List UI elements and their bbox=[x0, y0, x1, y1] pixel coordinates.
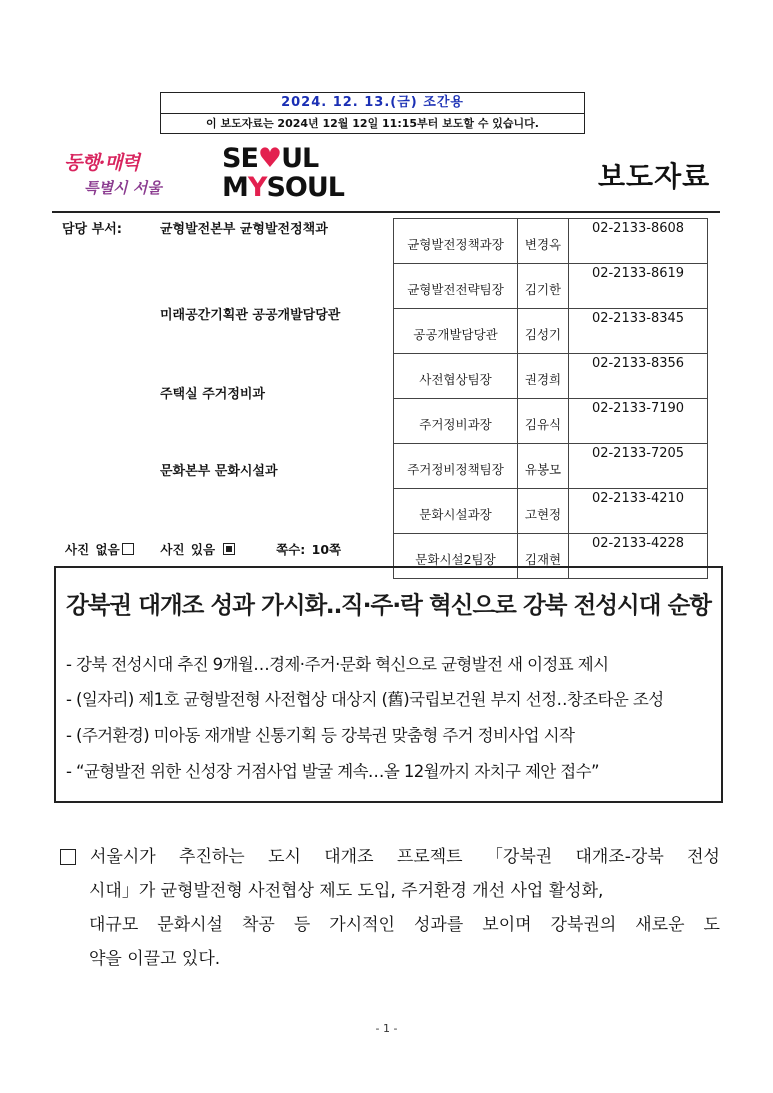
document-type-title: 보도자료 bbox=[598, 160, 711, 193]
logo-ul: UL bbox=[281, 143, 319, 174]
contact-row bbox=[394, 399, 708, 444]
summary-bullet: - 강북 전성시대 추진 9개월…경제·주거·문화 혁신으로 균형발전 새 이정표 제시 bbox=[66, 655, 609, 674]
contact-row bbox=[394, 219, 708, 264]
has-photo-checkbox-icon bbox=[223, 543, 235, 555]
contacts-table bbox=[393, 218, 708, 579]
logo-y: Y bbox=[247, 172, 267, 203]
contact-phone: 02-2133-8356 bbox=[569, 354, 708, 399]
body-word: 문화시설 bbox=[157, 915, 223, 935]
contact-title: 균형발전정책과장 bbox=[394, 219, 518, 264]
logo-soul: SOUL bbox=[266, 172, 344, 203]
body-word: 추진하는 bbox=[179, 847, 245, 867]
body-word: 등 bbox=[293, 915, 311, 935]
contact-row bbox=[394, 309, 708, 354]
contact-title: 주거정비과장 bbox=[394, 399, 518, 444]
body-line: 약을 이끌고 있다. bbox=[89, 949, 221, 969]
page-number: - 1 - bbox=[375, 1022, 398, 1035]
contact-phone: 02-2133-8619 bbox=[569, 264, 708, 309]
body-word: 가시적인 bbox=[329, 915, 395, 935]
body-word: 대개조-강북 bbox=[575, 847, 664, 867]
body-line bbox=[60, 908, 720, 942]
body-word: 서울시가 bbox=[90, 847, 156, 867]
contact-phone: 02-2133-7205 bbox=[569, 444, 708, 489]
contact-row bbox=[394, 444, 708, 489]
no-photo-label: 사진 없음 bbox=[65, 542, 120, 557]
body-word: 보이며 bbox=[482, 915, 532, 935]
contact-title: 사전협상팀장 bbox=[394, 354, 518, 399]
logo-slogan-line1: 동행·매력 bbox=[64, 152, 140, 174]
contacts-table-body bbox=[394, 219, 708, 579]
contact-name: 권경희 bbox=[518, 354, 569, 399]
bullet-square-icon bbox=[60, 849, 76, 865]
body-word: 「강북권 bbox=[485, 847, 553, 867]
body-word: 강북권의 bbox=[550, 915, 617, 935]
body-word: 대개조 bbox=[324, 847, 374, 867]
body-line bbox=[60, 840, 720, 874]
seoul-slogan-logo bbox=[64, 148, 174, 200]
body-word: 도 bbox=[703, 915, 720, 935]
summary-bullet: - “균형발전 위한 신성장 거점사업 발굴 계속…올 12월까지 자치구 제안 접수” bbox=[66, 762, 599, 781]
header-divider bbox=[52, 211, 720, 213]
department-name: 주택실 주거정비과 bbox=[160, 387, 265, 402]
embargo-date: 2024. 12. 13.(금) 조간용 bbox=[161, 93, 584, 114]
pages-label: 쪽수: bbox=[276, 542, 306, 557]
logo-se: SE bbox=[222, 143, 258, 174]
department-name: 균형발전본부 균형발전정책과 bbox=[160, 222, 328, 237]
heart-icon: ♥ bbox=[257, 143, 282, 174]
department-name: 미래공간기획관 공공개발담당관 bbox=[160, 308, 341, 323]
body-word: 성과를 bbox=[413, 915, 464, 935]
body-word: 착공 bbox=[241, 915, 275, 935]
contact-title: 문화시설과장 bbox=[394, 489, 518, 534]
no-photo-checkbox-icon bbox=[122, 543, 134, 555]
embargo-box bbox=[160, 92, 585, 134]
contact-title: 문화시설2팀장 bbox=[394, 534, 518, 579]
has-photo-label: 사진 있음 bbox=[160, 542, 216, 557]
contact-title: 공공개발담당관 bbox=[394, 309, 518, 354]
body-word: 전성 bbox=[687, 847, 720, 867]
contact-title: 주거정비정책팀장 bbox=[394, 444, 518, 489]
pages-value: 10쪽 bbox=[311, 542, 342, 557]
contact-name: 김성기 bbox=[518, 309, 569, 354]
body-paragraph bbox=[60, 840, 720, 976]
contact-row bbox=[394, 489, 708, 534]
headline: 강북권 대개조 성과 가시화‥직·주·락 혁신으로 강북 전성시대 순항 bbox=[65, 591, 712, 619]
contact-phone: 02-2133-8345 bbox=[569, 309, 708, 354]
contact-phone: 02-2133-4210 bbox=[569, 489, 708, 534]
contact-name: 김재현 bbox=[518, 534, 569, 579]
summary-bullet: - (주거환경) 미아동 재개발 신통기획 등 강북권 맞춤형 주거 정비사업 시작 bbox=[66, 726, 575, 745]
body-line: 시대」가 균형발전형 사전협상 제도 도입, 주거환경 개선 사업 활성화, bbox=[89, 881, 604, 901]
contact-name: 유봉모 bbox=[518, 444, 569, 489]
contact-row bbox=[394, 354, 708, 399]
contact-phone: 02-2133-8608 bbox=[569, 219, 708, 264]
contact-phone: 02-2133-4228 bbox=[569, 534, 708, 579]
body-word: 도시 bbox=[268, 847, 301, 867]
seoul-my-soul-logo bbox=[222, 143, 344, 206]
logo-m: M bbox=[222, 172, 248, 203]
logo-slogan-line2: 특별시 서울 bbox=[84, 179, 162, 197]
photo-info bbox=[65, 540, 341, 558]
department-label: 담당 부서: bbox=[62, 222, 122, 237]
contact-name: 김기한 bbox=[518, 264, 569, 309]
body-word: 새로운 bbox=[635, 915, 685, 935]
summary-bullet: - (일자리) 제1호 균형발전형 사전협상 대상지 (舊)국립보건원 부지 선정‥창조타운 조성 bbox=[66, 690, 664, 709]
contact-name: 고현정 bbox=[518, 489, 569, 534]
contact-name: 김유식 bbox=[518, 399, 569, 444]
embargo-note: 이 보도자료는 2024년 12월 12일 11:15부터 보도할 수 있습니다. bbox=[206, 117, 539, 130]
body-word: 프로젝트 bbox=[396, 847, 463, 867]
contact-title: 균형발전전략팀장 bbox=[394, 264, 518, 309]
contact-name: 변경옥 bbox=[518, 219, 569, 264]
body-word: 대규모 bbox=[89, 915, 139, 935]
contact-row bbox=[394, 264, 708, 309]
contact-phone: 02-2133-7190 bbox=[569, 399, 708, 444]
summary-box bbox=[54, 566, 723, 803]
department-name: 문화본부 문화시설과 bbox=[160, 464, 278, 479]
